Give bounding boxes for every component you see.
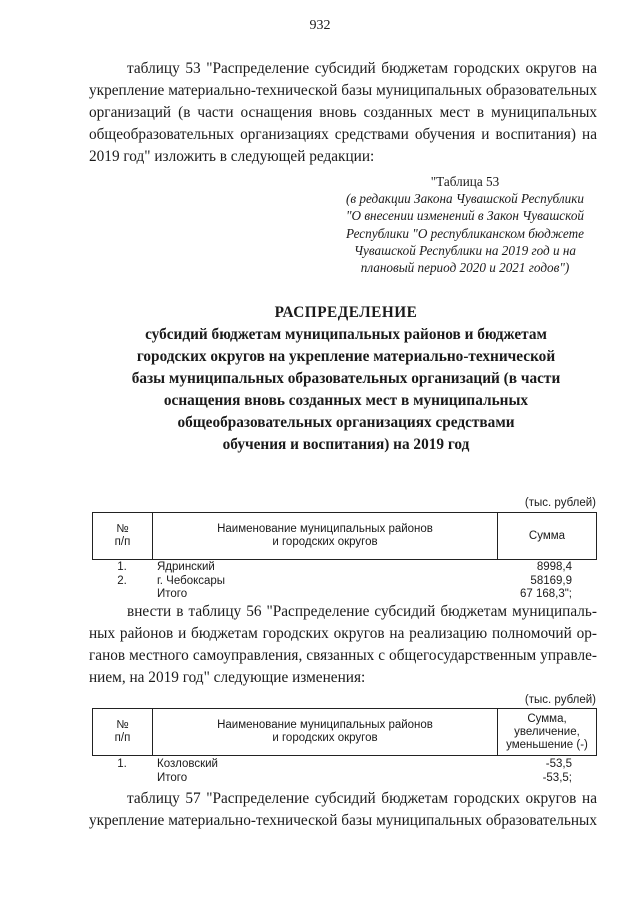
table2-body bbox=[92, 758, 597, 785]
table2-header-num: № п/п bbox=[93, 709, 153, 755]
middle-line: внести в таблицу 56 "Распределение субсидий бюджетам муниципаль- bbox=[127, 603, 597, 620]
table1-header-num: № п/п bbox=[93, 513, 153, 559]
table1-units: (тыс. рублей) bbox=[524, 497, 596, 509]
table-row bbox=[92, 561, 597, 575]
table-note-line: "О внесении изменений в Закон Чувашской bbox=[345, 208, 585, 224]
table-note-line: плановый период 2020 и 2021 годов") bbox=[360, 260, 570, 276]
table-note-line: Республики "О республиканском бюджете bbox=[346, 225, 584, 241]
table1-header bbox=[92, 512, 597, 560]
table-row bbox=[92, 758, 597, 772]
heading-title: РАСПРЕДЕЛЕНИЕ bbox=[274, 304, 418, 321]
table1-header-name: Наименование муниципальных районов и городских округов bbox=[153, 513, 498, 559]
heading-line: оснащения вновь созданных мест в муниципальных bbox=[163, 392, 529, 409]
heading-line: городских округов на укрепление материально-технической bbox=[136, 348, 556, 365]
heading-line: базы муниципальных образовательных организаций (в части bbox=[131, 370, 561, 387]
row-name: Козловский bbox=[157, 758, 218, 770]
table2-units: (тыс. рублей) bbox=[524, 694, 596, 706]
middle-paragraph bbox=[89, 601, 597, 689]
row-name: Итого bbox=[157, 771, 188, 784]
table-row-total bbox=[92, 588, 597, 602]
middle-line: ных районов и бюджетам городских округов на реализацию полномочий ор- bbox=[89, 625, 597, 642]
table-row-total bbox=[92, 772, 597, 786]
document-heading bbox=[92, 302, 600, 456]
table2-header bbox=[92, 708, 597, 756]
row-sum: -53,5; bbox=[542, 771, 572, 784]
row-name: Ядринский bbox=[157, 561, 215, 573]
row-name: г. Чебоксары bbox=[157, 574, 226, 587]
row-num: 1. bbox=[117, 758, 127, 770]
row-sum: -53,5 bbox=[545, 758, 572, 770]
row-sum: 67 168,3"; bbox=[519, 588, 572, 600]
row-num: 2. bbox=[117, 574, 127, 587]
table2-header-name: Наименование муниципальных районов и городских округов bbox=[153, 709, 498, 755]
table-row bbox=[92, 575, 597, 589]
intro-line: организаций (в части оснащения вновь созданных мест в муниципальных bbox=[89, 104, 597, 121]
page-number: 932 bbox=[309, 18, 331, 33]
table1-body bbox=[92, 561, 597, 602]
intro-line: таблицу 53 "Распределение субсидий бюджетам городских округов на bbox=[127, 60, 597, 77]
heading-line: общеобразовательных организациях средствами bbox=[177, 414, 515, 431]
heading-line: обучения и воспитания) на 2019 год bbox=[222, 436, 470, 453]
outro-line: таблицу 57 "Распределение субсидий бюджетам городских округов на bbox=[127, 790, 597, 807]
table2-header-sum: Сумма, увеличение, уменьшение (-) bbox=[506, 712, 588, 751]
heading-line: субсидий бюджетам муниципальных районов и бюджетам bbox=[145, 326, 547, 343]
table-note-line: Чувашской Республики на 2019 год и на bbox=[353, 242, 577, 258]
row-num: 1. bbox=[117, 561, 127, 573]
row-num bbox=[92, 772, 152, 786]
table-note bbox=[330, 173, 600, 276]
table-note-line: (в редакции Закона Чувашской Республики bbox=[346, 191, 584, 207]
outro-paragraph bbox=[89, 788, 597, 832]
row-num bbox=[92, 588, 152, 602]
row-sum: 8998,4 bbox=[536, 561, 572, 573]
intro-paragraph bbox=[89, 58, 597, 168]
row-name: Итого bbox=[157, 588, 188, 600]
outro-line: укрепление материально-технической базы муниципальных образовательных bbox=[89, 812, 597, 829]
middle-line: ганов местного самоуправления, связанных с общегосударственным управле- bbox=[89, 647, 597, 664]
table-note-title: "Таблица 53 bbox=[430, 174, 500, 189]
intro-line: укрепление материально-технической базы муниципальных образовательных bbox=[89, 82, 597, 99]
intro-line: общеобразовательных организациях средствами обучения и воспитания) на bbox=[89, 126, 597, 143]
row-sum: 58169,9 bbox=[530, 574, 572, 587]
intro-line: 2019 год" изложить в следующей редакции: bbox=[89, 148, 375, 165]
middle-line: нием, на 2019 год" следующие изменения: bbox=[89, 669, 366, 686]
table1-header-sum: Сумма bbox=[528, 529, 566, 542]
